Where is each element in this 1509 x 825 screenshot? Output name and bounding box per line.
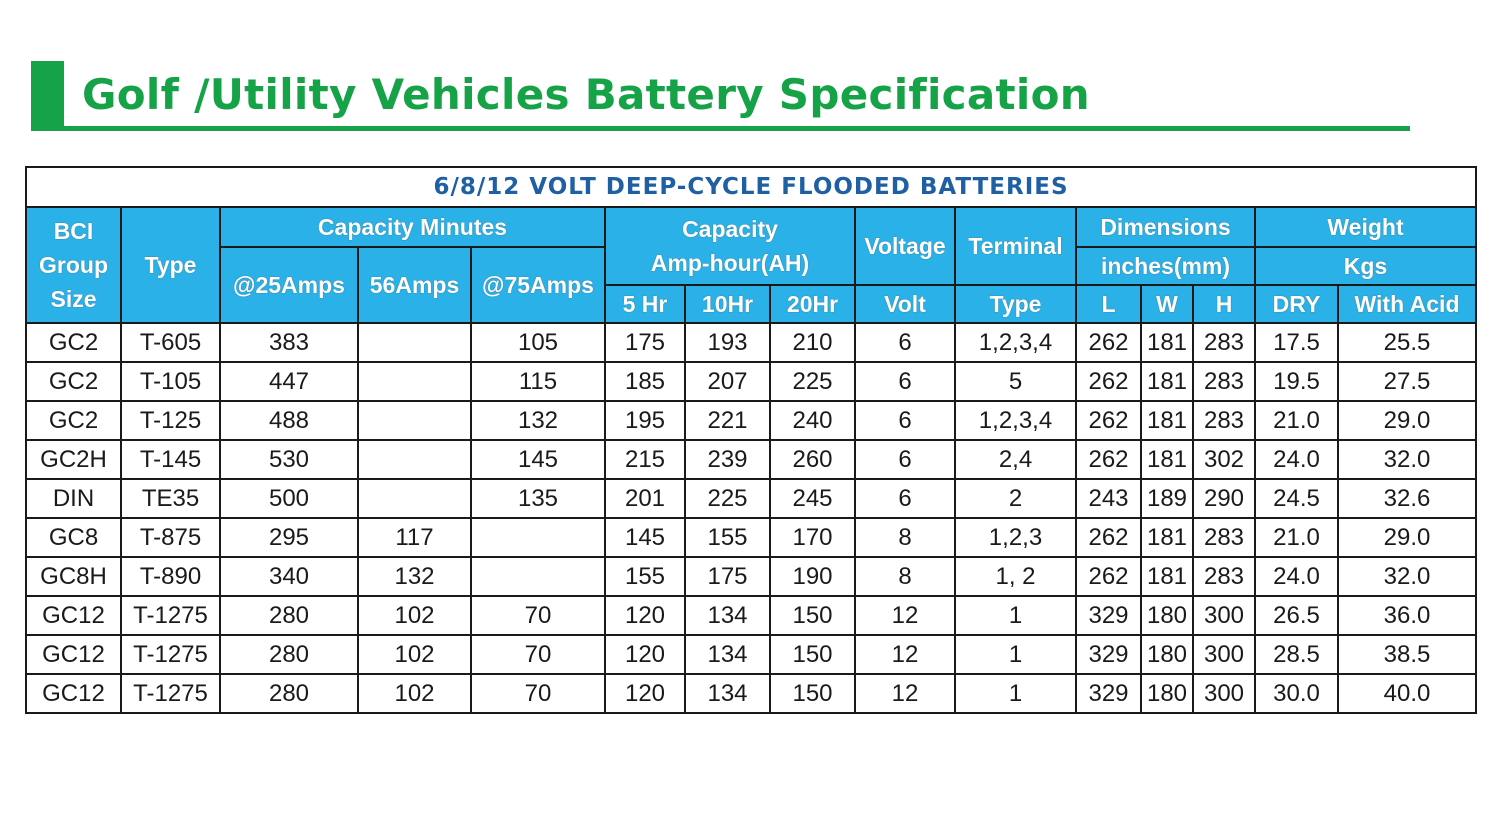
cell-dry: 30.0 [1255,674,1338,713]
cell-length: 262 [1076,518,1141,557]
cell-with-acid: 32.0 [1338,557,1476,596]
cell-with-acid: 29.0 [1338,518,1476,557]
cell-group: GC2 [26,323,121,362]
cell-type: T-1275 [121,674,220,713]
cell-type: T-890 [121,557,220,596]
header-weight-units: Kgs [1255,247,1476,285]
cell-volt: 6 [855,440,955,479]
cell-group: GC12 [26,635,121,674]
cell-20hr: 260 [770,440,855,479]
header-56amps: 56Amps [358,247,471,323]
cell-5hr: 120 [605,635,685,674]
cell-dry: 19.5 [1255,362,1338,401]
header-terminal-type: Type [955,285,1076,323]
header-length: L [1076,285,1141,323]
cell-56amps [358,440,471,479]
cell-with-acid: 29.0 [1338,401,1476,440]
table-row [26,518,1476,557]
cell-10hr: 134 [685,596,770,635]
cell-56amps [358,479,471,518]
cell-25amps: 295 [220,518,358,557]
cell-56amps [358,401,471,440]
cell-width: 180 [1141,674,1193,713]
cell-20hr: 170 [770,518,855,557]
cell-75amps: 105 [471,323,605,362]
cell-25amps: 280 [220,635,358,674]
cell-5hr: 120 [605,596,685,635]
cell-height: 300 [1193,596,1255,635]
header-75amps: @75Amps [471,247,605,323]
cell-width: 181 [1141,440,1193,479]
cell-with-acid: 38.5 [1338,635,1476,674]
cell-type: T-605 [121,323,220,362]
cell-terminal: 1,2,3,4 [955,323,1076,362]
cell-10hr: 134 [685,635,770,674]
cell-height: 283 [1193,362,1255,401]
cell-height: 283 [1193,518,1255,557]
cell-56amps: 117 [358,518,471,557]
cell-75amps: 70 [471,674,605,713]
cell-10hr: 225 [685,479,770,518]
cell-height: 283 [1193,401,1255,440]
cell-5hr: 201 [605,479,685,518]
cell-with-acid: 32.0 [1338,440,1476,479]
title-underline [31,126,1410,131]
cell-5hr: 215 [605,440,685,479]
cell-width: 181 [1141,323,1193,362]
header-weight: Weight [1255,207,1476,247]
cell-75amps: 135 [471,479,605,518]
cell-terminal: 2 [955,479,1076,518]
header-with-acid: With Acid [1338,285,1476,323]
header-type: Type [121,207,220,323]
cell-group: GC12 [26,596,121,635]
header-terminal: Terminal [955,207,1076,285]
cell-56amps: 102 [358,596,471,635]
cell-type: T-1275 [121,596,220,635]
cell-with-acid: 27.5 [1338,362,1476,401]
cell-75amps: 70 [471,635,605,674]
cell-width: 181 [1141,518,1193,557]
header-volt: Volt [855,285,955,323]
cell-group: GC2H [26,440,121,479]
cell-10hr: 221 [685,401,770,440]
table-row [26,557,1476,596]
cell-width: 181 [1141,401,1193,440]
cell-75amps: 115 [471,362,605,401]
cell-length: 243 [1076,479,1141,518]
cell-20hr: 150 [770,635,855,674]
cell-length: 262 [1076,323,1141,362]
cell-group: GC12 [26,674,121,713]
cell-10hr: 155 [685,518,770,557]
cell-5hr: 155 [605,557,685,596]
cell-volt: 6 [855,401,955,440]
cell-20hr: 150 [770,596,855,635]
cell-20hr: 245 [770,479,855,518]
cell-type: T-105 [121,362,220,401]
cell-5hr: 145 [605,518,685,557]
cell-length: 329 [1076,635,1141,674]
cell-75amps: 132 [471,401,605,440]
cell-width: 180 [1141,635,1193,674]
cell-with-acid: 36.0 [1338,596,1476,635]
cell-20hr: 225 [770,362,855,401]
cell-dry: 26.5 [1255,596,1338,635]
cell-20hr: 240 [770,401,855,440]
cell-75amps: 145 [471,440,605,479]
table-banner: 6/8/12 VOLT DEEP-CYCLE FLOODED BATTERIES [26,167,1476,207]
cell-group: GC8H [26,557,121,596]
cell-75amps [471,557,605,596]
cell-dry: 17.5 [1255,323,1338,362]
table-row [26,674,1476,713]
cell-group: GC2 [26,362,121,401]
cell-height: 283 [1193,323,1255,362]
header-dimension-units: inches(mm) [1076,247,1255,285]
cell-volt: 12 [855,674,955,713]
cell-10hr: 207 [685,362,770,401]
cell-25amps: 530 [220,440,358,479]
cell-terminal: 1,2,3 [955,518,1076,557]
cell-with-acid: 40.0 [1338,674,1476,713]
page-title: Golf /Utility Vehicles Battery Specification [82,70,1090,119]
cell-height: 302 [1193,440,1255,479]
cell-20hr: 210 [770,323,855,362]
cell-dry: 24.5 [1255,479,1338,518]
cell-dry: 21.0 [1255,518,1338,557]
cell-height: 283 [1193,557,1255,596]
header-height: H [1193,285,1255,323]
cell-56amps [358,323,471,362]
cell-volt: 6 [855,479,955,518]
cell-25amps: 500 [220,479,358,518]
cell-with-acid: 32.6 [1338,479,1476,518]
cell-type: T-875 [121,518,220,557]
header-voltage: Voltage [855,207,955,285]
cell-5hr: 175 [605,323,685,362]
header-5hr: 5 Hr [605,285,685,323]
cell-terminal: 2,4 [955,440,1076,479]
cell-type: T-1275 [121,635,220,674]
header-25amps: @25Amps [220,247,358,323]
cell-10hr: 175 [685,557,770,596]
cell-height: 300 [1193,635,1255,674]
table-row [26,323,1476,362]
header-bci-group-size: BCI Group Size [26,207,121,323]
cell-width: 189 [1141,479,1193,518]
cell-terminal: 1,2,3,4 [955,401,1076,440]
cell-75amps [471,518,605,557]
cell-length: 262 [1076,440,1141,479]
table-row [26,401,1476,440]
cell-volt: 8 [855,518,955,557]
cell-terminal: 1 [955,596,1076,635]
cell-group: GC2 [26,401,121,440]
header-dimensions: Dimensions [1076,207,1255,247]
cell-with-acid: 25.5 [1338,323,1476,362]
cell-25amps: 340 [220,557,358,596]
cell-20hr: 190 [770,557,855,596]
cell-width: 181 [1141,557,1193,596]
cell-dry: 28.5 [1255,635,1338,674]
cell-56amps [358,362,471,401]
header-20hr: 20Hr [770,285,855,323]
cell-10hr: 193 [685,323,770,362]
cell-length: 329 [1076,596,1141,635]
cell-56amps: 102 [358,674,471,713]
cell-dry: 24.0 [1255,440,1338,479]
cell-group: DIN [26,479,121,518]
header-dry: DRY [1255,285,1338,323]
cell-length: 329 [1076,674,1141,713]
cell-56amps: 102 [358,635,471,674]
cell-75amps: 70 [471,596,605,635]
cell-25amps: 447 [220,362,358,401]
cell-dry: 24.0 [1255,557,1338,596]
cell-25amps: 280 [220,596,358,635]
header-capacity-minutes: Capacity Minutes [220,207,605,247]
cell-width: 181 [1141,362,1193,401]
cell-56amps: 132 [358,557,471,596]
header-width: W [1141,285,1193,323]
header-capacity-ah: Capacity Amp-hour(AH) [605,207,855,285]
cell-5hr: 120 [605,674,685,713]
header-10hr: 10Hr [685,285,770,323]
battery-spec-table [25,166,1477,714]
cell-25amps: 280 [220,674,358,713]
cell-10hr: 134 [685,674,770,713]
cell-type: T-145 [121,440,220,479]
cell-terminal: 1 [955,635,1076,674]
table-row [26,362,1476,401]
cell-type: T-125 [121,401,220,440]
cell-20hr: 150 [770,674,855,713]
cell-length: 262 [1076,362,1141,401]
cell-dry: 21.0 [1255,401,1338,440]
cell-length: 262 [1076,401,1141,440]
cell-terminal: 1, 2 [955,557,1076,596]
cell-10hr: 239 [685,440,770,479]
cell-group: GC8 [26,518,121,557]
title-accent-bar [31,61,64,131]
table-row [26,479,1476,518]
cell-5hr: 185 [605,362,685,401]
cell-volt: 12 [855,635,955,674]
cell-terminal: 1 [955,674,1076,713]
cell-5hr: 195 [605,401,685,440]
cell-volt: 6 [855,362,955,401]
cell-25amps: 383 [220,323,358,362]
table-row [26,596,1476,635]
cell-length: 262 [1076,557,1141,596]
cell-volt: 12 [855,596,955,635]
cell-25amps: 488 [220,401,358,440]
table-row [26,440,1476,479]
cell-height: 300 [1193,674,1255,713]
cell-volt: 8 [855,557,955,596]
table-body [26,323,1476,713]
cell-height: 290 [1193,479,1255,518]
cell-width: 180 [1141,596,1193,635]
cell-type: TE35 [121,479,220,518]
cell-terminal: 5 [955,362,1076,401]
table-row [26,635,1476,674]
cell-volt: 6 [855,323,955,362]
